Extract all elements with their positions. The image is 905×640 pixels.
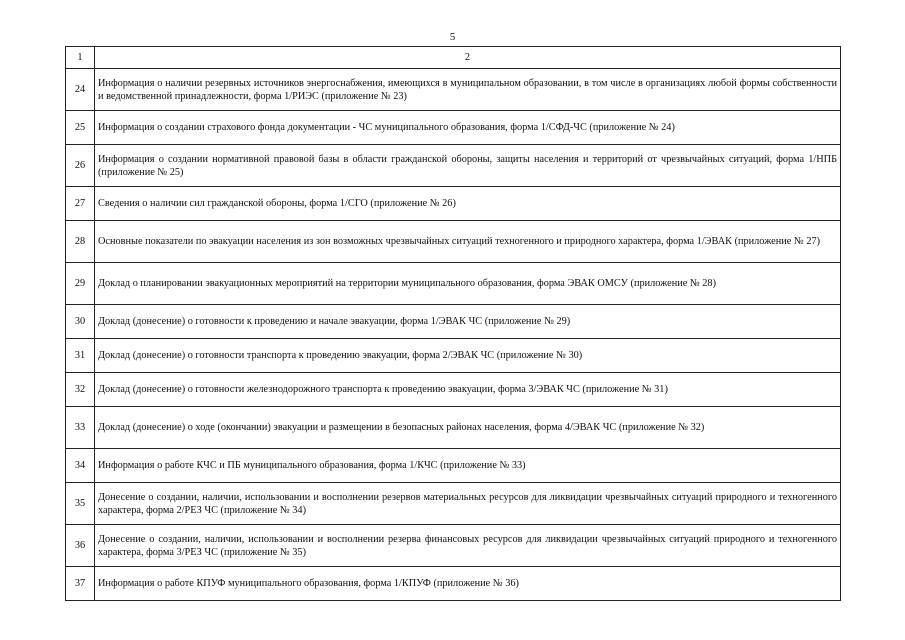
table-header-row [66,47,841,69]
table-row [66,145,841,187]
table-row [66,339,841,373]
row-text: Донесение о создании, наличии, использовании и восполнении резерва финансовых ресурсов для ликвидации чрезвычайных ситуаций природного и техногенного характера, форма 3/РЕЗ ЧС (приложение № 35) [95,525,841,567]
row-text: Основные показатели по эвакуации населения из зон возможных чрезвычайных ситуаций техногенного и природного характера, форма 1/ЭВАК (приложение № 27) [95,221,841,263]
row-text: Информация о создании страхового фонда документации - ЧС муниципального образования, форма 1/СФД-ЧС (приложение № 24) [95,111,841,145]
table-row [66,525,841,567]
row-text: Сведения о наличии сил гражданской обороны, форма 1/СГО (приложение № 26) [95,187,841,221]
row-text: Доклад (донесение) о готовности к проведению и начале эвакуации, форма 1/ЭВАК ЧС (приложение № 29) [95,305,841,339]
table-row [66,221,841,263]
column-header-number: 1 [66,47,95,69]
table-row [66,449,841,483]
table-row [66,69,841,111]
row-text: Информация о наличии резервных источников энергоснабжения, имеющихся в муниципальном образовании, в том числе в организациях любой формы собственности и ведомственной принадлежности, форма 1/РИЭС (приложение № 23) [95,69,841,111]
row-number: 25 [66,111,95,145]
row-text: Доклад (донесение) о ходе (окончании) эвакуации и размещении в безопасных районах населения, форма 4/ЭВАК ЧС (приложение № 32) [95,407,841,449]
row-number: 34 [66,449,95,483]
row-number: 24 [66,69,95,111]
row-number: 31 [66,339,95,373]
row-text: Доклад о планировании эвакуационных мероприятий на территории муниципального образования, форма ЭВАК ОМСУ (приложение № 28) [95,263,841,305]
table-row [66,483,841,525]
table-row [66,567,841,601]
row-number: 36 [66,525,95,567]
table-row [66,263,841,305]
row-number: 37 [66,567,95,601]
row-text: Информация о работе КЧС и ПБ муниципального образования, форма 1/КЧС (приложение № 33) [95,449,841,483]
forms-table [65,46,841,601]
table-row [66,407,841,449]
row-number: 33 [66,407,95,449]
table-row [66,187,841,221]
column-header-description: 2 [95,47,841,69]
row-text: Донесение о создании, наличии, использовании и восполнении резервов материальных ресурсов для ликвидации чрезвычайных ситуаций природного и техногенного характера, форма 2/РЕЗ ЧС (приложение № 34) [95,483,841,525]
row-number: 30 [66,305,95,339]
table-row [66,305,841,339]
row-number: 32 [66,373,95,407]
row-number: 27 [66,187,95,221]
row-number: 29 [66,263,95,305]
row-text: Доклад (донесение) о готовности транспорта к проведению эвакуации, форма 2/ЭВАК ЧС (приложение № 30) [95,339,841,373]
page-number: 5 [449,31,456,43]
row-number: 28 [66,221,95,263]
row-number: 26 [66,145,95,187]
row-text: Информация о работе КПУФ муниципального образования, форма 1/КПУФ (приложение № 36) [95,567,841,601]
row-number: 35 [66,483,95,525]
table-row [66,111,841,145]
row-text: Информация о создании нормативной правовой базы в области гражданской обороны, защиты населения и территорий от чрезвычайных ситуаций, форма 1/НПБ (приложение № 25) [95,145,841,187]
row-text: Доклад (донесение) о готовности железнодорожного транспорта к проведению эвакуации, форма 3/ЭВАК ЧС (приложение № 31) [95,373,841,407]
table-row [66,373,841,407]
